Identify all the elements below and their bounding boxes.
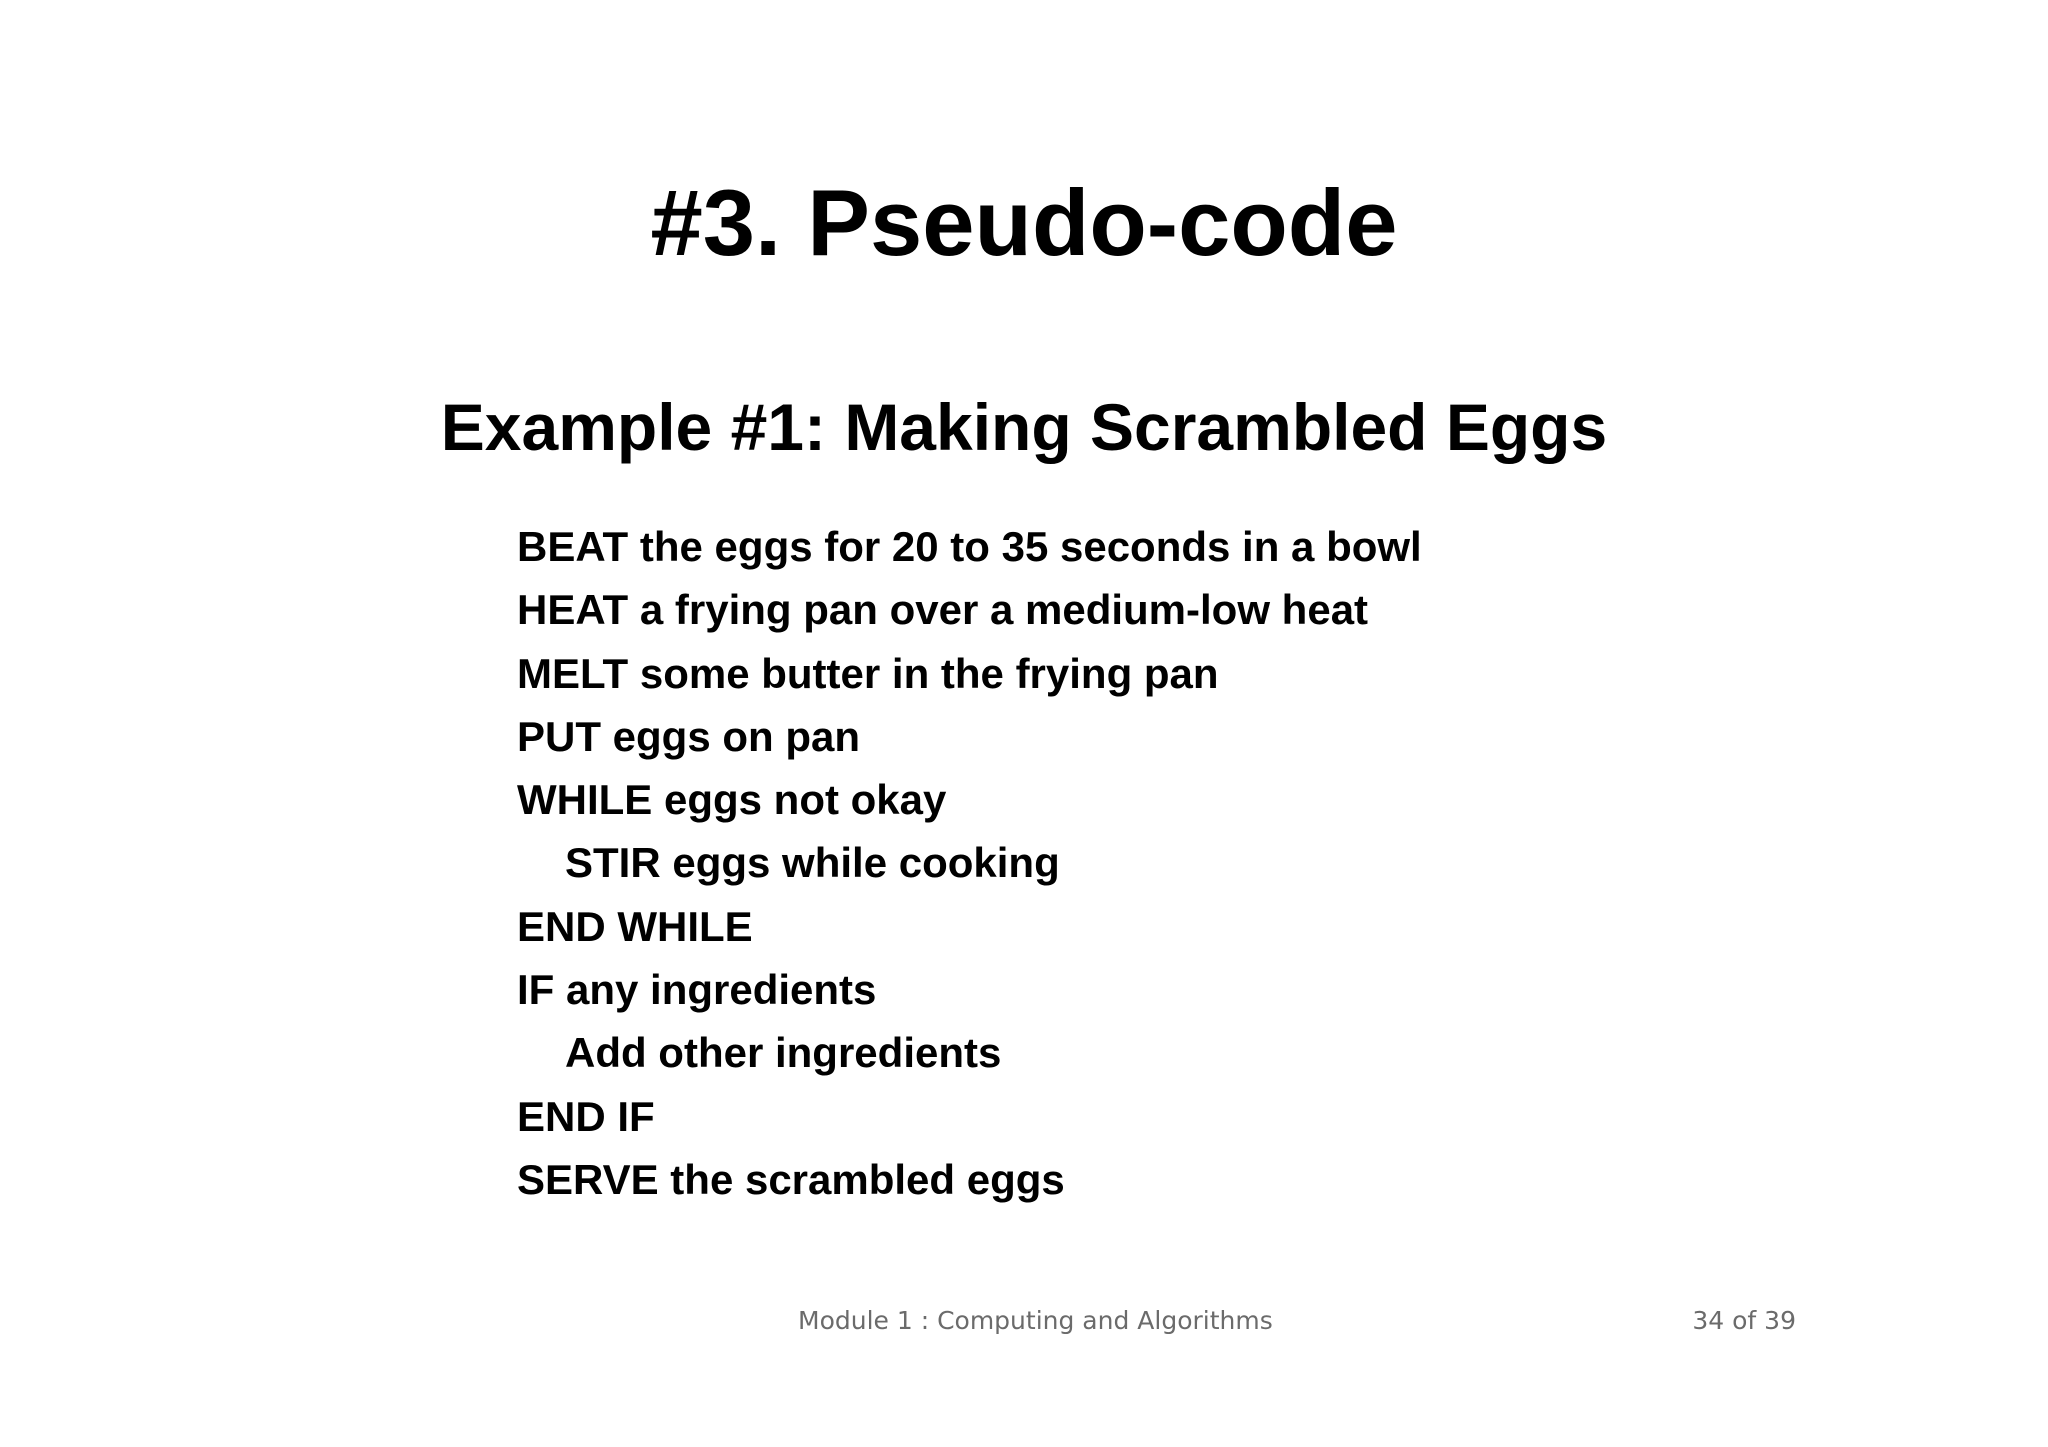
slide-subtitle: Example #1: Making Scrambled Eggs [440, 390, 1608, 464]
pseudo-code-line: STIR eggs while cooking [565, 839, 1060, 887]
footer-module-name: Module 1 : Computing and Algorithms [798, 1306, 1273, 1335]
footer-page-number: 34 of 39 [1692, 1306, 1796, 1335]
slide-title: #3. Pseudo-code [650, 170, 1398, 275]
pseudo-code-line: PUT eggs on pan [517, 712, 861, 760]
pseudo-code-line: BEAT the eggs for 20 to 35 seconds in a bowl [517, 523, 1422, 570]
pseudo-code-line: END WHILE [517, 902, 753, 950]
pseudo-code-line: Add other ingredients [565, 1029, 1002, 1077]
pseudo-code-line: MELT some butter in the frying pan [517, 649, 1219, 697]
pseudo-code-line: SERVE the scrambled eggs [517, 1155, 1065, 1203]
pseudo-code-line: END IF [517, 1092, 655, 1140]
pseudo-code-line: HEAT a frying pan over a medium-low heat [517, 586, 1369, 634]
pseudo-code-line: WHILE eggs not okay [517, 776, 947, 824]
pseudo-code-line: IF any ingredients [517, 966, 877, 1014]
pseudo-code-list [517, 515, 1422, 1211]
